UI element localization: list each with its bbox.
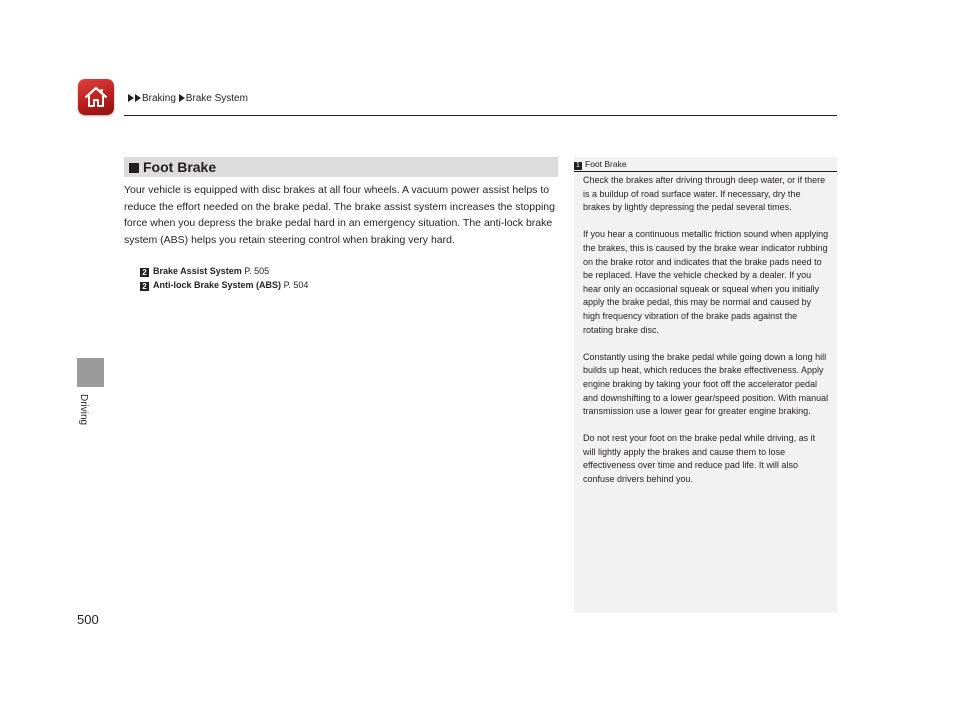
- breadcrumb-item-braking[interactable]: Braking: [142, 93, 176, 104]
- section-title: Foot Brake: [143, 159, 217, 175]
- home-icon: [82, 83, 110, 111]
- reference-arrow-icon: 2: [140, 268, 149, 277]
- breadcrumb-arrow-icon: [179, 94, 185, 102]
- reference-page: P. 505: [244, 266, 270, 276]
- note-paragraph: If you hear a continuous metallic friction sound when applying the brakes, this is caused by the brake wear indicator rubbing on the brake rotor and indicates that the brake pads need to be replaced. Have the vehicle checked by a dealer. If you hear only an occasional squeak or squeal when you initially apply the brake pedal, this may be normal and caused by high frequency vibration of the brake pads against the rotating brake disc.: [583, 229, 829, 335]
- reference-page: P. 504: [283, 280, 309, 290]
- note-paragraph: Do not rest your foot on the brake pedal while driving, as it will lightly apply the brakes and cause them to lose effectiveness over time and reduce pad life. It will also confuse drivers behind you.: [583, 433, 816, 485]
- side-note-body: [583, 174, 829, 500]
- section-body: Your vehicle is equipped with disc brakes at all four wheels. A vacuum power assist helps to reduce the effort needed on the brake pedal. The brake assist system increases the stopping force when you depress the brake pedal hard in an emergency situation. The anti-lock brake system (ABS) helps you retain steering control when braking very hard.: [124, 184, 555, 246]
- reference-title: Brake Assist System: [153, 266, 242, 276]
- chapter-label: Driving: [78, 394, 89, 426]
- reference-title: Anti-lock Brake System (ABS): [153, 280, 282, 290]
- breadcrumb-arrow-icon: [135, 94, 141, 102]
- reference-arrow-icon: 2: [140, 282, 149, 291]
- breadcrumb-arrow-icon: [128, 94, 134, 102]
- section-heading: [124, 157, 558, 177]
- home-button[interactable]: [78, 79, 114, 115]
- breadcrumb-item-brake-system[interactable]: Brake System: [185, 93, 248, 104]
- heading-square-icon: [129, 163, 139, 173]
- note-number-icon: 1: [574, 162, 582, 170]
- side-note-title: Foot Brake: [585, 159, 627, 169]
- side-note-header: [574, 157, 837, 172]
- chapter-tab[interactable]: [77, 358, 104, 387]
- page-number: 500: [77, 612, 99, 627]
- cross-reference-link[interactable]: [140, 266, 269, 277]
- note-paragraph: Constantly using the brake pedal while going down a long hill builds up heat, which reduces the brake effectiveness. Apply engine braking by taking your foot off the accelerator pedal and downshifting to a lower gear/speed position. With manual transmission use a lower gear for greater engine braking.: [583, 351, 829, 417]
- header-rule: [124, 115, 837, 116]
- breadcrumb: [128, 93, 248, 104]
- note-paragraph: Check the brakes after driving through deep water, or if there is a buildup of road surface water. If necessary, dry the brakes by lightly depressing the pedal several times.: [583, 175, 826, 213]
- cross-reference-link[interactable]: [140, 280, 308, 291]
